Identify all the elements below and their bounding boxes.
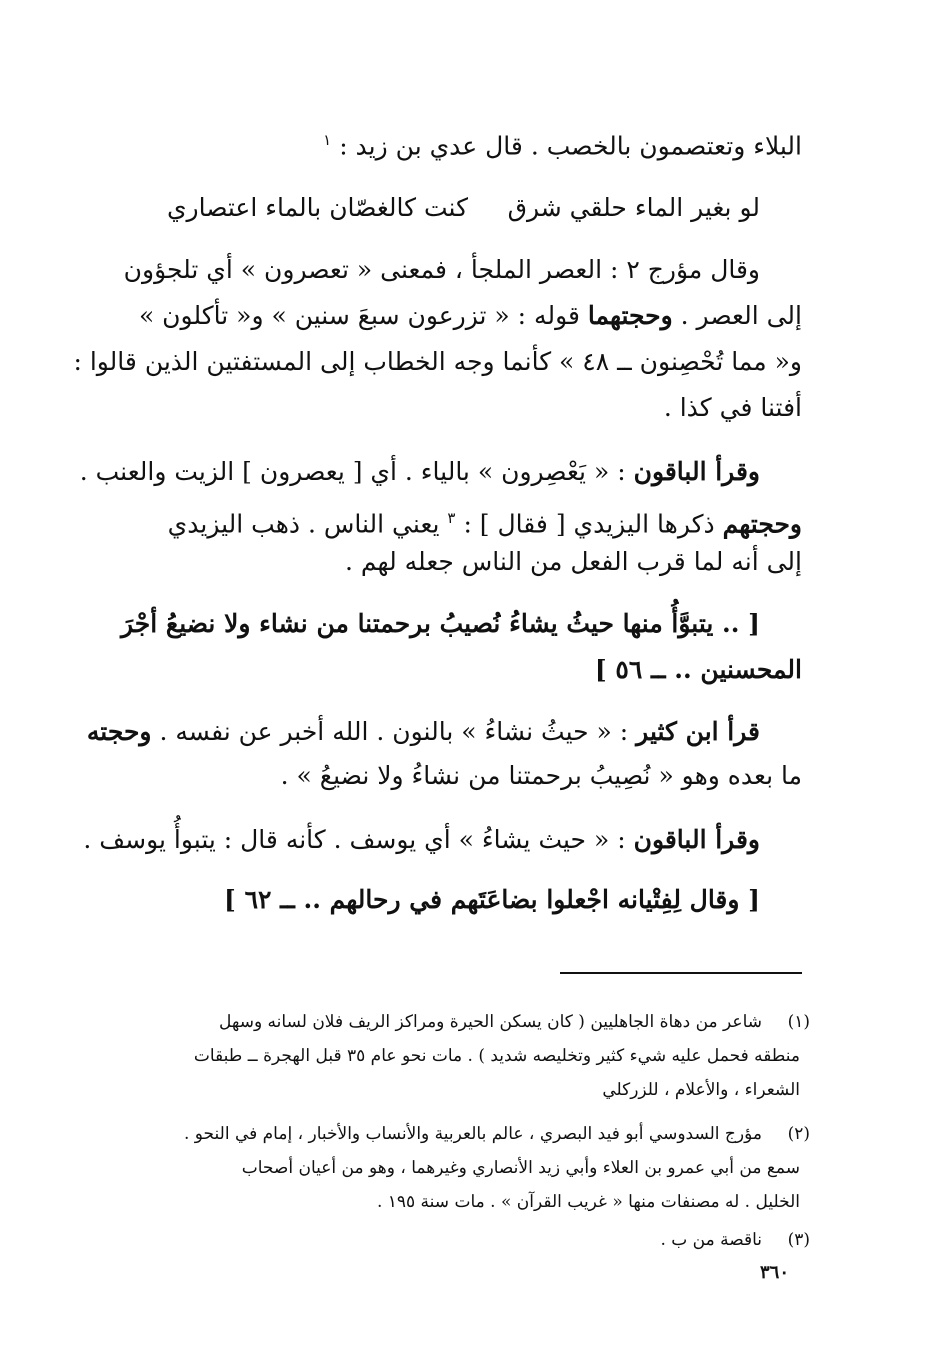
footnote-line: سمع من أبي عمرو بن العلاء وأبي زيد الأنصاري وغيرهما ، وهو من أعيان أصحاب <box>241 1158 800 1178</box>
footnote-number: (٢) <box>787 1124 810 1144</box>
verse-second-hemistich <box>167 188 468 228</box>
text: [ .. يتبوَّأُ منها حيثُ يشاءُ نُصيبُ برحمتنا من نشاء ولا نضيعُ أجْرَ <box>120 609 760 638</box>
quran-quote-line <box>595 650 802 690</box>
text: قوله : « تزرعون سبعَ سنين » و« تأكلون » <box>138 301 580 330</box>
footnote-marker: ١ <box>323 131 332 149</box>
text: : « يَعْصِرون » بالياء . أي [ يعصرون ] الزيت والعنب . <box>79 457 626 486</box>
footnote-line: ناقصة من ب . <box>660 1230 762 1250</box>
text: وقال مؤرج ٢ : العصر الملجأ ، فمعنى « تعصرون » أي تلجؤون <box>123 255 760 284</box>
text: لو بغير الماء حلقي شرق <box>507 193 760 222</box>
text-line <box>73 342 802 382</box>
text: ذكرها اليزيدي [ فقال ] : <box>463 509 715 539</box>
text: البلاء وتعتصمون بالخصب . قال عدي بن زيد : <box>339 131 802 161</box>
text: أفتنا في كذا . <box>663 393 802 422</box>
footnote-line: منطقه فحمل عليه شيء كثير وتخليصه شديد ) . مات نحو عام ٣٥ قبل الهجرة ــ طبقات <box>193 1046 800 1066</box>
text-line <box>124 250 760 290</box>
text-line <box>323 120 802 166</box>
text-line <box>281 756 802 796</box>
text-line <box>345 542 802 582</box>
bold-term: وحجته <box>86 717 152 746</box>
text-line <box>83 820 760 860</box>
verse-first-hemistich <box>508 188 760 228</box>
quran-quote-line <box>224 880 760 920</box>
text-line <box>168 498 802 544</box>
text: إلى أنه لما قرب الفعل من الناس جعله لهم . <box>345 547 802 576</box>
text: : « حيثُ نشاءُ » بالنون . الله أخبر عن نفسه . <box>159 717 629 746</box>
page-number: ٣٦٠ <box>760 1262 790 1283</box>
text: ما بعده وهو « نُصِيبُ برحمتنا من نشاءُ ولا نضيعُ » . <box>280 761 802 790</box>
footnote-line: مؤرج السدوسي أبو فيد البصري ، عالم بالعربية والأنساب والأخبار ، إمام في النحو . <box>183 1124 762 1144</box>
bold-term: وحجتهم <box>722 509 802 539</box>
footnote-number: (٣) <box>787 1230 810 1250</box>
footnote-line: الخليل . له مصنفات منها « غريب القرآن » . مات سنة ١٩٥ . <box>376 1192 800 1212</box>
footnote-marker: ٣ <box>447 509 456 527</box>
bold-term: وحجتهما <box>587 301 673 330</box>
text: و« مما تُحْصِنون ــ ٤٨ » كأنما وجه الخطاب إلى المستفتين الذين قالوا : <box>73 347 802 376</box>
bold-term: وقرأ الباقون <box>633 825 760 854</box>
bold-term: قرأ ابن كثير <box>636 717 760 746</box>
text-line <box>664 388 802 428</box>
text-line <box>139 296 802 336</box>
text: كنت كالغصّان بالماء اعتصاري <box>166 193 468 222</box>
footnote-divider <box>560 972 802 974</box>
text: يعني الناس . ذهب اليزيدي <box>167 509 440 539</box>
text: [ وقال لِفِتْيانه اجْعلوا بضاعَتَهم في رحالهم .. ــ ٦٢ ] <box>224 885 760 914</box>
text: إلى العصر . <box>680 301 802 330</box>
text: المحسنين .. ــ ٥٦ ] <box>594 655 802 684</box>
footnote-line: شاعر من دهاة الجاهليين ( كان يسكن الحيرة ومراكز الريف فلان لسانه وسهل <box>218 1012 762 1032</box>
footnote-line: الشعراء ، والأعلام ، للزركلي <box>602 1080 800 1100</box>
footnote-number: (١) <box>787 1012 810 1032</box>
text: : « حيث يشاءُ » أي يوسف . كأنه قال : يتبوأُ يوسف . <box>83 825 626 854</box>
text-line <box>87 712 760 752</box>
quran-quote-line <box>121 604 760 644</box>
bold-term: وقرأ الباقون <box>633 457 760 486</box>
text-line <box>80 452 760 492</box>
